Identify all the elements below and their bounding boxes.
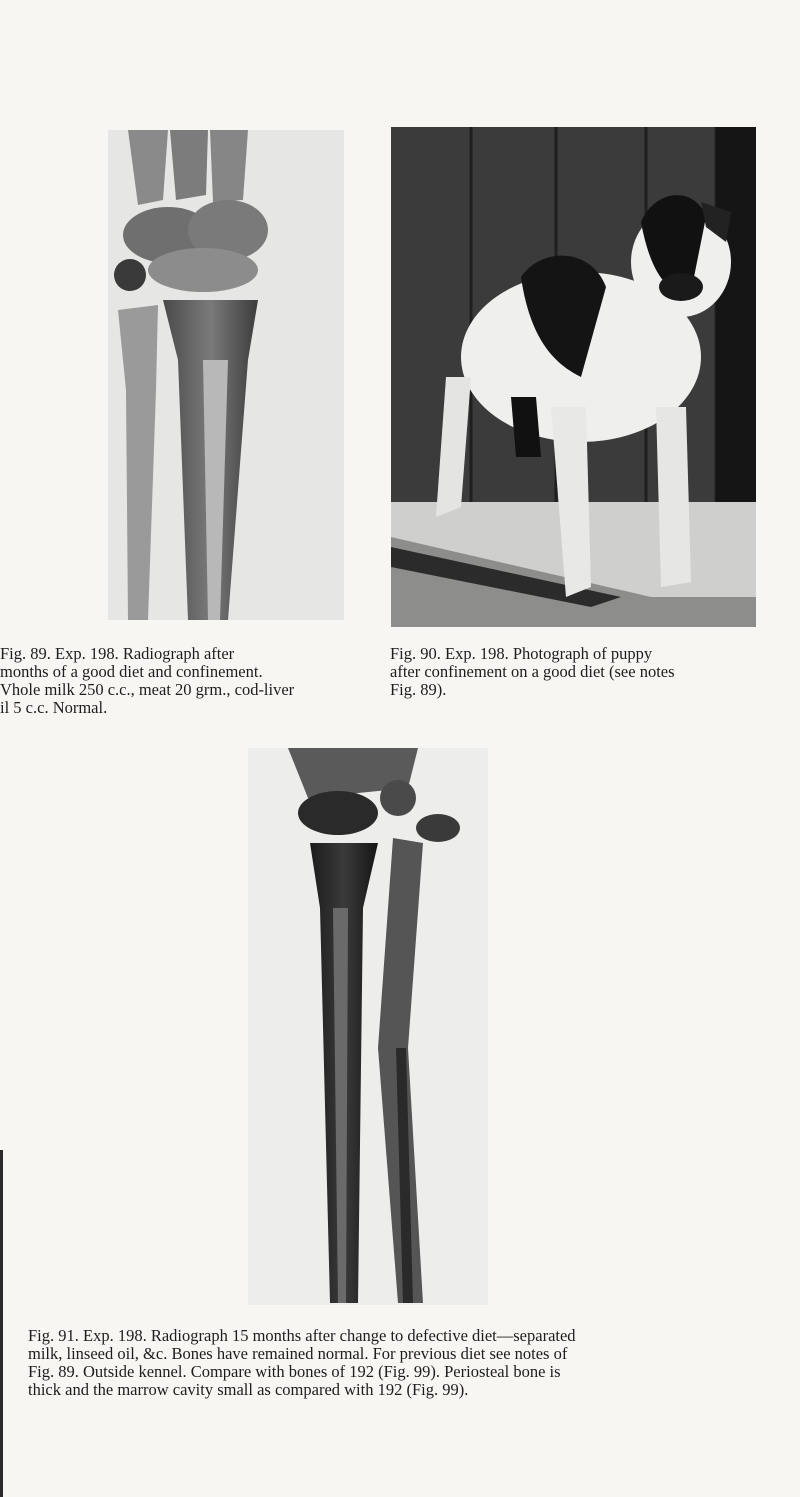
figure-90-puppy-photo	[391, 127, 756, 627]
puppy-photo-image	[391, 127, 756, 627]
caption-line: Fig. 89. Outside kennel. Compare with bones of 192 (Fig. 99). Periosteal bone is	[28, 1362, 561, 1381]
radiograph-89-image	[108, 130, 344, 620]
caption-line: milk, linseed oil, &c. Bones have remained normal. For previous diet see notes of	[28, 1344, 568, 1363]
figure-90-caption	[390, 645, 760, 699]
radiograph-91-image	[248, 748, 488, 1305]
figure-89-radiograph	[108, 130, 344, 620]
caption-line: thick and the marrow cavity small as compared with 192 (Fig. 99).	[28, 1380, 469, 1399]
caption-line: after confinement on a good diet (see notes	[390, 662, 675, 681]
caption-line: il 5 c.c. Normal.	[0, 698, 108, 717]
caption-line: Fig. 89. Exp. 198. Radiograph after	[0, 644, 235, 663]
caption-line: Fig. 91. Exp. 198. Radiograph 15 months after change to defective diet—separated	[28, 1326, 576, 1345]
caption-line: months of a good diet and confinement.	[0, 662, 263, 681]
figure-91-caption	[28, 1327, 763, 1399]
caption-line: Vhole milk 250 c.c., meat 20 grm., cod-liver	[0, 680, 295, 699]
caption-line: Fig. 89).	[390, 680, 447, 699]
caption-line: Fig. 90. Exp. 198. Photograph of puppy	[390, 644, 653, 663]
figure-89-caption	[0, 645, 345, 717]
page-edge-shadow	[0, 1150, 3, 1497]
figure-91-radiograph	[248, 748, 488, 1305]
